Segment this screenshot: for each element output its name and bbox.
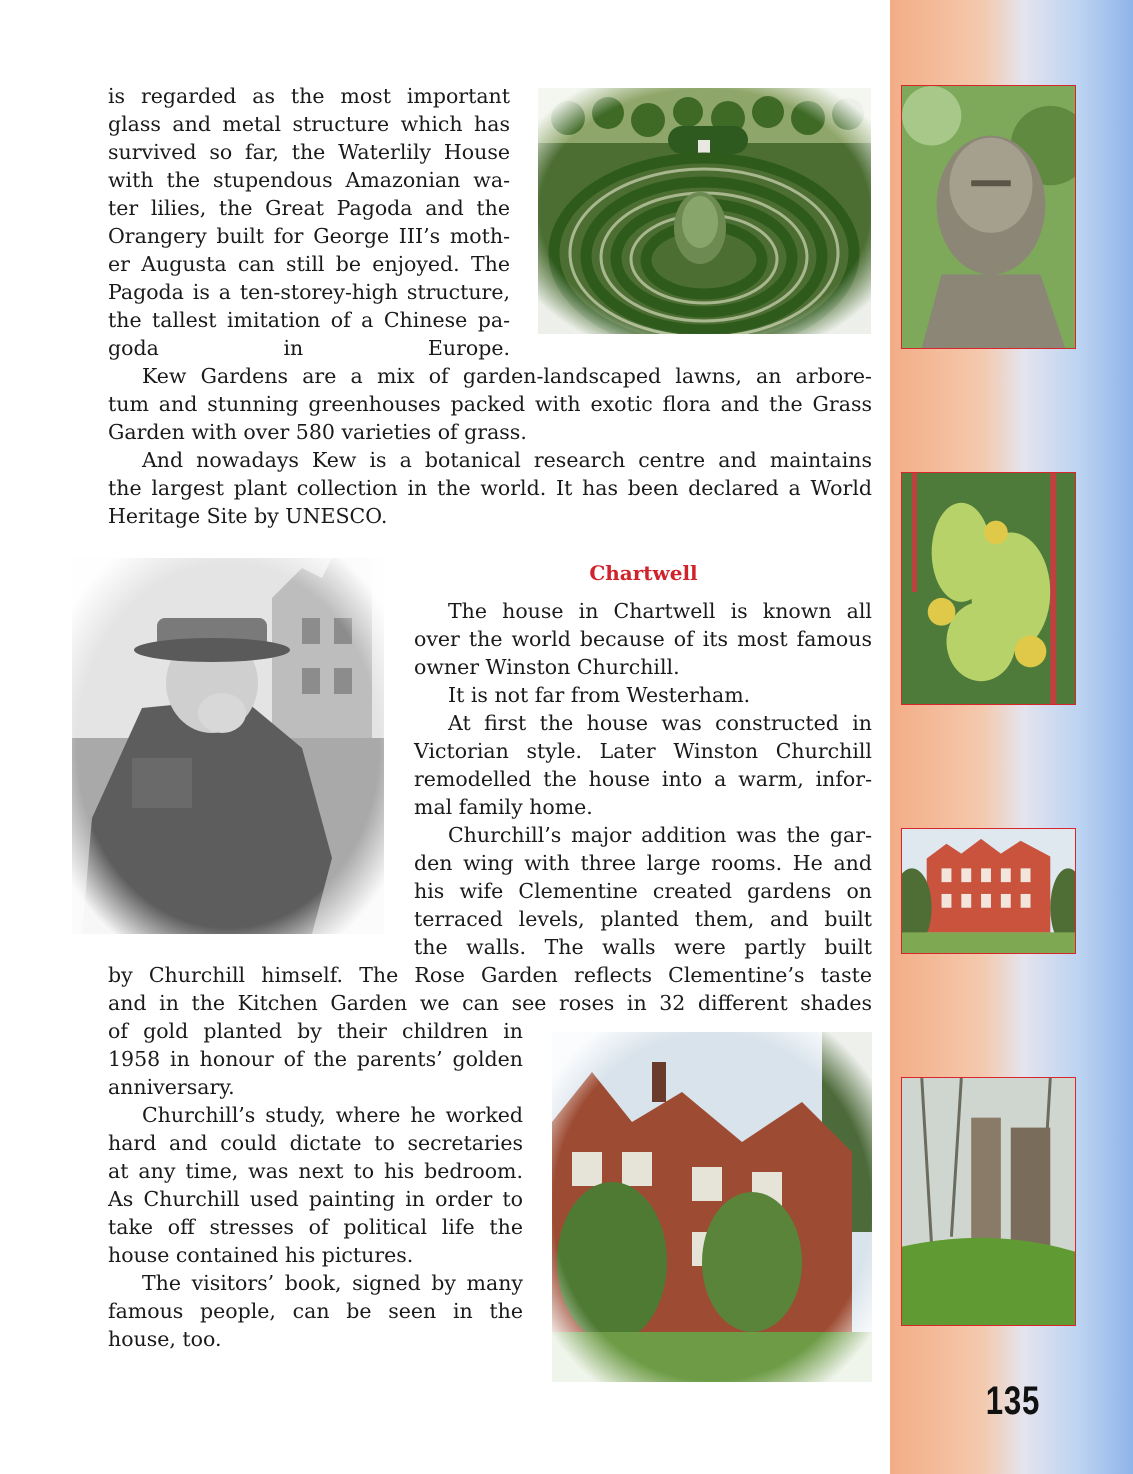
text-line: den wing with three large rooms. He and <box>414 851 872 875</box>
text-line: Churchill’s major addition was the gar- <box>448 823 872 847</box>
text-line: tum and stunning greenhouses packed with exotic flora and the Grass <box>108 392 872 416</box>
glass-sculpture-thumbnail <box>901 472 1076 705</box>
text-line: anniversary. <box>108 1075 235 1099</box>
text-line: Pagoda is a ten-storey-high structure, <box>108 280 510 304</box>
text-line: with the stupendous Amazonian wa- <box>108 168 510 192</box>
text-line: Garden with over 580 varieties of grass. <box>108 420 527 444</box>
text-line: of gold planted by their children in <box>108 1019 523 1043</box>
kew-palace-thumbnail <box>901 828 1076 954</box>
text-line: goda in Europe. <box>108 336 510 360</box>
hedge-maze-photo <box>538 88 871 334</box>
tree-sculpture-thumbnail <box>901 1077 1076 1326</box>
paragraph-kew-gardens-mix <box>108 362 872 446</box>
text-line: is regarded as the most important <box>108 84 510 108</box>
text-line: Heritage Site by UNESCO. <box>108 504 388 528</box>
section-heading-chartwell: Chartwell <box>589 561 698 585</box>
paragraph-major-addition-continued <box>108 961 872 1017</box>
paragraph-churchills-study <box>108 1101 523 1269</box>
text-line: by Churchill himself. The Rose Garden reflects Clementine’s taste <box>108 963 872 987</box>
text-line: over the world because of its most famous <box>414 627 872 651</box>
text-line: Victorian style. Later Winston Churchill <box>414 739 872 763</box>
text-line: glass and metal structure which has <box>108 112 510 136</box>
paragraph-glass-structures <box>108 82 510 362</box>
text-line: 1958 in honour of the parents’ golden <box>108 1047 523 1071</box>
text-line: At first the house was constructed in <box>448 711 872 735</box>
paragraph-westerham <box>414 681 872 709</box>
text-line: Orangery built for George III’s moth- <box>108 224 510 248</box>
text-line: er Augusta can still be enjoyed. The <box>108 252 510 276</box>
text-line: terraced levels, planted them, and built <box>414 907 872 931</box>
text-line: mal family home. <box>414 795 593 819</box>
text-line: Churchill’s study, where he worked <box>142 1103 523 1127</box>
text-line: the largest plant collection in the world. It has been declared a World <box>108 476 872 500</box>
text-line: house contained his pictures. <box>108 1243 414 1267</box>
paragraph-major-addition <box>414 821 872 961</box>
text-line: the tallest imitation of a Chinese pa- <box>108 308 510 332</box>
page-number: 135 <box>985 1379 1041 1423</box>
statue-thumbnail <box>901 85 1076 349</box>
paragraph-major-addition-end <box>108 1017 523 1101</box>
text-line: house, too. <box>108 1327 222 1351</box>
text-line: ter lilies, the Great Pagoda and the <box>108 196 510 220</box>
text-line: remodelled the house into a warm, infor- <box>414 767 872 791</box>
text-line: The house in Chartwell is known all <box>448 599 872 623</box>
paragraph-botanical-research <box>108 446 872 530</box>
text-line: the walls. The walls were partly built <box>414 935 872 959</box>
churchill-portrait-photo <box>72 558 384 934</box>
paragraph-victorian-style <box>414 709 872 821</box>
text-line: his wife Clementine created gardens on <box>414 879 872 903</box>
text-line: The visitors’ book, signed by many <box>142 1271 523 1295</box>
text-line: take off stresses of political life the <box>108 1215 523 1239</box>
paragraph-chartwell-house <box>414 597 872 681</box>
chartwell-house-photo <box>552 1032 872 1382</box>
text-line: Kew Gardens are a mix of garden-landscaped lawns, an arbore- <box>142 364 872 388</box>
text-line: famous people, can be seen in the <box>108 1299 523 1323</box>
text-line: and in the Kitchen Garden we can see roses in 32 different shades <box>108 991 872 1015</box>
text-line: at any time, was next to his bedroom. <box>108 1159 523 1183</box>
text-line: hard and could dictate to secretaries <box>108 1131 523 1155</box>
text-line: survived so far, the Waterlily House <box>108 140 510 164</box>
text-line: owner Winston Churchill. <box>414 655 680 679</box>
text-line: It is not far from Westerham. <box>448 683 751 707</box>
text-line: As Churchill used painting in order to <box>108 1187 523 1211</box>
text-line: And nowadays Kew is a botanical research centre and maintains <box>142 448 872 472</box>
paragraph-visitors-book <box>108 1269 523 1353</box>
